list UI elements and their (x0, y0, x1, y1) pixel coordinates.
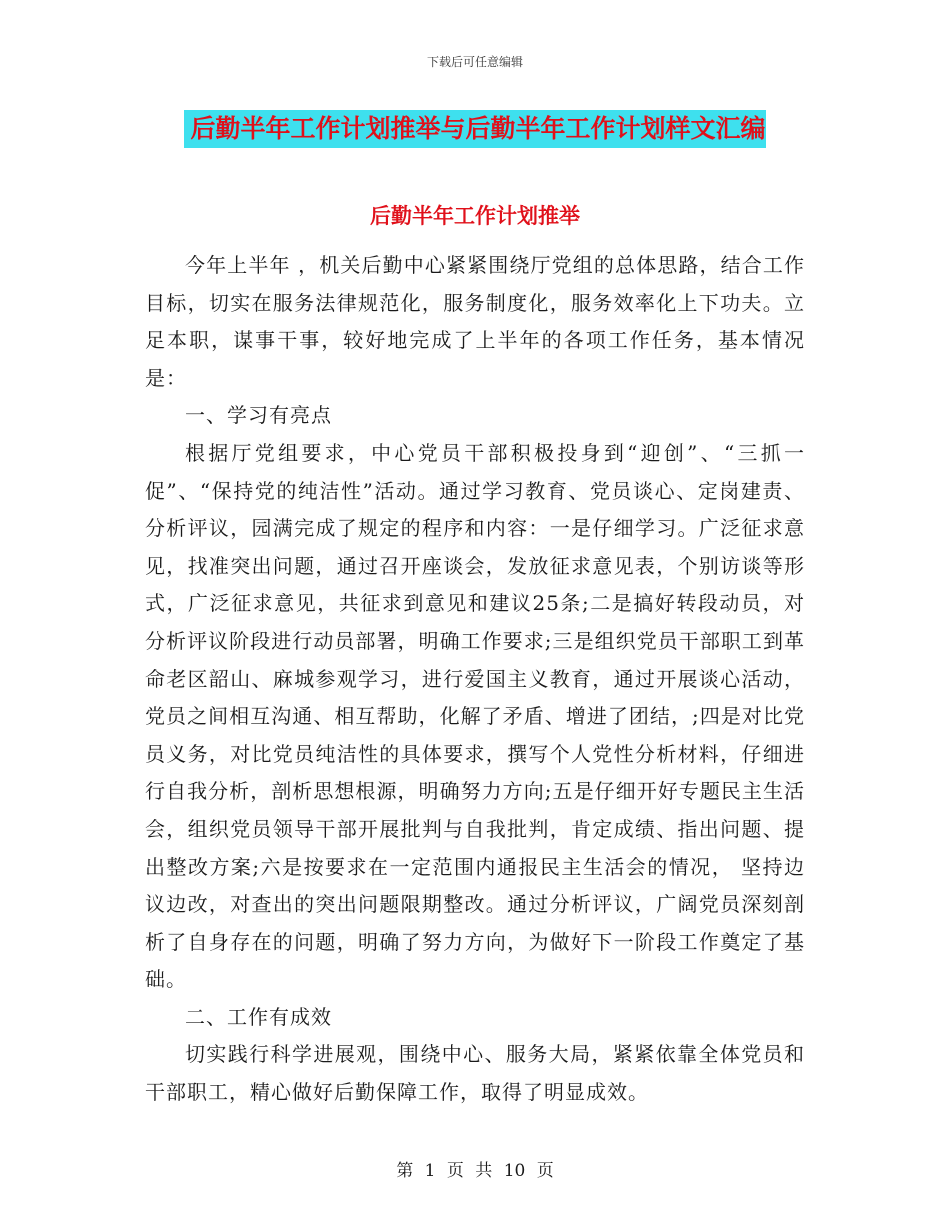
paragraph-intro: 今年上半年 ，机关后勤中心紧紧围绕厅党组的总体思路，结合工作目标，切实在服务法律规范化，服务制度化，服务效率化上下功夫。立足本职，谋事干事，较好地完成了上半年的各项工作任务，基本情况是： (145, 253, 805, 390)
heading-work: 二、工作有成效 (185, 1004, 332, 1029)
paragraph-work: 切实践行科学进展观，围绕中心、服务大局，紧紧依靠全体党员和干部职工，精心做好后勤保障工作，取得了明显成效。 (145, 1042, 805, 1105)
header-note: 下载后可任意编辑 (426, 55, 523, 69)
page-footer: 第 1 页 共 10 页 (396, 1161, 554, 1181)
paragraph-learning: 根据厅党组要求，中心党员干部积极投身到“迎创”、“三抓一促”、“保持党的纯洁性”活动。通过学习教育、党员谈心、定岗建责、分析评议，园满完成了规定的程序和内容：一是仔细学习。广泛征求意见，找准突出问题，通过召开座谈会，发放征求意见表，个别访谈等形式，广泛征求意见，共征求到意见和建议25条;二是搞好转段动员，对分析评议阶段进行动员部署，明确工作要求;三是组织党员干部职工到革命老区韶山、麻城参观学习，进行爱国主义教育，通过开展谈心活动，党员之间相互沟通、相互帮助，化解了矛盾、增进了团结，;四是对比党员义务，对比党员纯洁性的具体要求，撰写个人党性分析材料，仔细进行自我分析，剖析思想根源，明确努力方向;五是仔细开好专题民主生活会，组织党员领导干部开展批判与自我批判，肯定成绩、指出问题、提出整改方案;六是按要求在一定范围内通报民主生活会的情况， 坚持边议边改，对查出的突出问题限期整改。通过分析评议，广阔党员深刻剖析了自身存在的问题，明确了努力方向，为做好下一阶段工作奠定了基础。 (145, 440, 805, 992)
main-title-wrap (0, 110, 950, 148)
body-text (145, 247, 805, 1112)
main-title: 后勤半年工作计划推举与后勤半年工作计划样文汇编 (184, 110, 765, 148)
heading-learning: 一、学习有亮点 (185, 403, 332, 428)
section-title: 后勤半年工作计划推举 (370, 204, 580, 228)
